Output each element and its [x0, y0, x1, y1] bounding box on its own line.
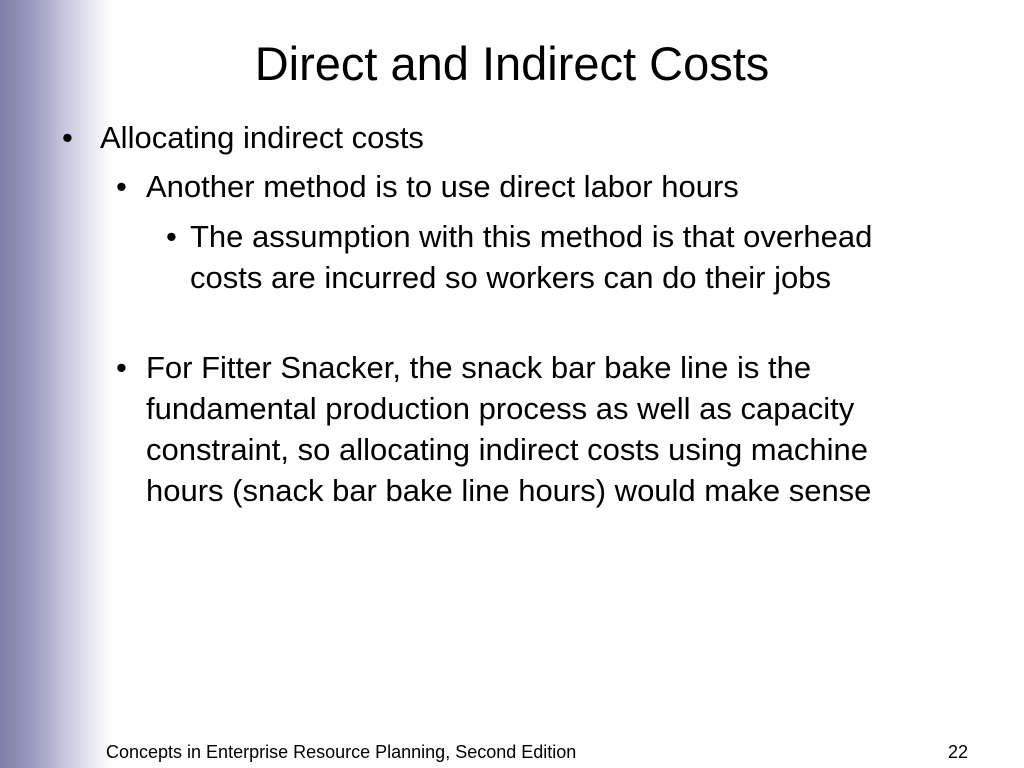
bullet-text: For Fitter Snacker, the snack bar bake line is the fundamental production process as well as capacity constraint, so allocating indirect costs using machine hours (snack bar bake line hours) would make sense	[146, 350, 872, 508]
footer-text: Concepts in Enterprise Resource Planning, Second Edition	[106, 742, 577, 762]
bullet-mark: •	[62, 120, 73, 155]
bullet-level-3	[166, 216, 926, 298]
bullet-mark: •	[116, 350, 127, 385]
side-gradient-band	[0, 0, 112, 768]
bullet-text: The assumption with this method is that overhead costs are incurred so workers can do their jobs	[190, 219, 873, 295]
bullet-text: Allocating indirect costs	[100, 120, 424, 155]
bullet-level-2	[116, 166, 936, 207]
page-number: 22	[947, 742, 968, 762]
bullet-mark: •	[166, 219, 177, 254]
bullet-level-2	[116, 347, 936, 511]
bullet-level-1	[62, 117, 962, 158]
slide-title: Direct and Indirect Costs	[254, 37, 770, 90]
bullet-text: Another method is to use direct labor hours	[146, 169, 739, 204]
bullet-mark: •	[116, 169, 127, 204]
